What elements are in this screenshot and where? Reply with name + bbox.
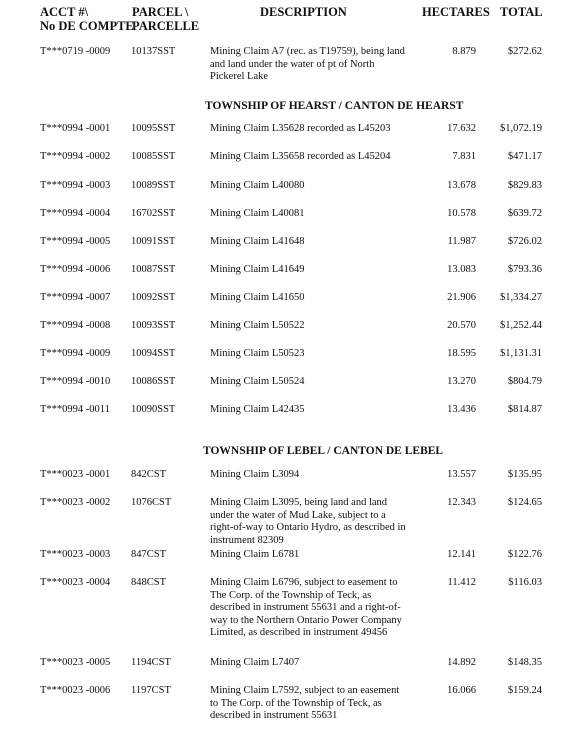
hectares-value: 14.892 xyxy=(447,657,476,668)
account-number: T***0994 -0010 xyxy=(40,376,111,387)
hectares-value: 11.987 xyxy=(447,236,476,247)
acct-header xyxy=(40,5,134,33)
total-value: $804.79 xyxy=(507,376,542,387)
hectares-value: 13.083 xyxy=(447,264,476,275)
parcel-number: 10091SST xyxy=(131,236,176,247)
account-number: T***0994 -0007 xyxy=(40,292,111,303)
parcel-number: 1076CST xyxy=(131,497,172,508)
parcel-number: 10086SST xyxy=(131,376,176,387)
parcel-number: 10094SST xyxy=(131,348,176,359)
account-number: T***0023 -0004 xyxy=(40,577,111,588)
claim-description: Mining Claim L42435 xyxy=(210,404,305,415)
total-value: $124.65 xyxy=(507,497,542,508)
claim-description: Mining Claim L40081 xyxy=(210,208,305,219)
total-value: $639.72 xyxy=(507,208,542,219)
account-number: T***0023 -0003 xyxy=(40,549,111,560)
hectares-value: 12.141 xyxy=(447,549,476,560)
account-number: T***0994 -0009 xyxy=(40,348,111,359)
hectares-value: 17.632 xyxy=(447,123,476,134)
acct-header-line2: No DE COMPTE xyxy=(40,19,134,33)
parcel-number: 10137SST xyxy=(131,46,176,57)
total-value: $1,334.27 xyxy=(500,292,542,303)
hectares-header: HECTARES xyxy=(422,5,490,19)
hectares-value: 10.578 xyxy=(447,208,476,219)
claim-description: Mining Claim L40080 xyxy=(210,180,305,191)
claim-description: Mining Claim L3095, being land and land under the water of Mud Lake, subject to a right-of-way to Ontario Hydro, as described in instrument 82309 xyxy=(210,497,406,546)
parcel-number: 10085SST xyxy=(131,151,176,162)
claim-description: Mining Claim L50524 xyxy=(210,376,305,387)
hectares-value: 16.066 xyxy=(447,685,476,696)
hectares-value: 13.678 xyxy=(447,180,476,191)
claim-description: Mining Claim L50523 xyxy=(210,348,305,359)
hectares-value: 7.831 xyxy=(452,151,476,162)
parcel-header-line2: PARCELLE xyxy=(132,19,200,33)
acct-header-line1: ACCT #\ xyxy=(40,5,89,19)
total-value: $1,252.44 xyxy=(500,320,542,331)
claim-description: Mining Claim L41648 xyxy=(210,236,305,247)
hectares-value: 13.270 xyxy=(447,376,476,387)
account-number: T***0023 -0001 xyxy=(40,469,111,480)
hectares-value: 13.436 xyxy=(447,404,476,415)
total-value: $814.87 xyxy=(507,404,542,415)
claim-description: Mining Claim L6796, subject to easement to The Corp. of the Township of Teck, as described in instrument 55631 and a right-of-way to the Northern Ontario Power Company Limited, as described in instrument 49456 xyxy=(210,577,402,639)
account-number: T***0994 -0002 xyxy=(40,151,111,162)
claim-description: Mining Claim L50522 xyxy=(210,320,305,331)
claim-description: Mining Claim L7407 xyxy=(210,657,300,668)
hectares-value: 21.906 xyxy=(447,292,476,303)
claim-description: Mining Claim L3094 xyxy=(210,469,300,480)
total-value: $122.76 xyxy=(507,549,542,560)
total-value: $148.35 xyxy=(507,657,542,668)
claim-description: Mining Claim L6781 xyxy=(210,549,300,560)
total-value: $829.83 xyxy=(507,180,542,191)
account-number: T***0023 -0002 xyxy=(40,497,111,508)
claim-description: Mining Claim L7592, subject to an easement to The Corp. of the Township of Teck, as described in instrument 55631 xyxy=(210,685,400,722)
parcel-number: 10093SST xyxy=(131,320,176,331)
total-value: $793.36 xyxy=(507,264,542,275)
parcel-number: 10095SST xyxy=(131,123,176,134)
claim-description: Mining Claim L35658 recorded as L45204 xyxy=(210,151,391,162)
parcel-number: 1197CST xyxy=(131,685,171,696)
parcel-number: 848CST xyxy=(131,577,167,588)
township-heading: TOWNSHIP OF HEARST / CANTON DE HEARST xyxy=(205,100,464,112)
parcel-number: 16702SST xyxy=(131,208,176,219)
parcel-number: 842CST xyxy=(131,469,167,480)
parcel-number: 1194CST xyxy=(131,657,171,668)
account-number: T***0994 -0005 xyxy=(40,236,111,247)
parcel-number: 847CST xyxy=(131,549,167,560)
total-value: $1,072.19 xyxy=(500,123,542,134)
account-number: T***0994 -0006 xyxy=(40,264,111,275)
account-number: T***0023 -0005 xyxy=(40,657,111,668)
account-number: T***0994 -0008 xyxy=(40,320,111,331)
total-value: $471.17 xyxy=(507,151,542,162)
total-value: $726.02 xyxy=(507,236,542,247)
total-value: $116.03 xyxy=(508,577,542,588)
account-number: T***0994 -0004 xyxy=(40,208,111,219)
parcel-header xyxy=(132,5,199,33)
claim-description: Mining Claim L41649 xyxy=(210,264,305,275)
parcel-number: 10089SST xyxy=(131,180,176,191)
total-value: $1,131.31 xyxy=(500,348,542,359)
total-header: TOTAL xyxy=(500,5,543,19)
parcel-number: 10092SST xyxy=(131,292,176,303)
parcel-number: 10087SST xyxy=(131,264,176,275)
description-header: DESCRIPTION xyxy=(260,5,347,19)
account-number: T***0994 -0003 xyxy=(40,180,111,191)
claim-description: Mining Claim A7 (rec. as T19759), being land and land under the water of pt of North Pickerel Lake xyxy=(210,46,405,83)
total-value: $159.24 xyxy=(507,685,542,696)
parcel-number: 10090SST xyxy=(131,404,176,415)
account-number: T***0023 -0006 xyxy=(40,685,111,696)
township-heading: TOWNSHIP OF LEBEL / CANTON DE LEBEL xyxy=(203,445,444,457)
parcel-header-line1: PARCEL \ xyxy=(132,5,189,19)
hectares-value: 13.557 xyxy=(447,469,476,480)
account-number: T***0994 -0001 xyxy=(40,123,111,134)
hectares-value: 12.343 xyxy=(447,497,476,508)
total-value: $272.62 xyxy=(507,46,542,57)
account-number: T***0994 -0011 xyxy=(40,404,110,415)
claim-description: Mining Claim L41650 xyxy=(210,292,305,303)
hectares-value: 8.879 xyxy=(452,46,476,57)
hectares-value: 11.412 xyxy=(447,577,476,588)
total-value: $135.95 xyxy=(507,469,542,480)
account-number: T***0719 -0009 xyxy=(40,46,111,57)
hectares-value: 20.570 xyxy=(447,320,476,331)
claim-description: Mining Claim L35628 recorded as L45203 xyxy=(210,123,391,134)
hectares-value: 18.595 xyxy=(447,348,476,359)
